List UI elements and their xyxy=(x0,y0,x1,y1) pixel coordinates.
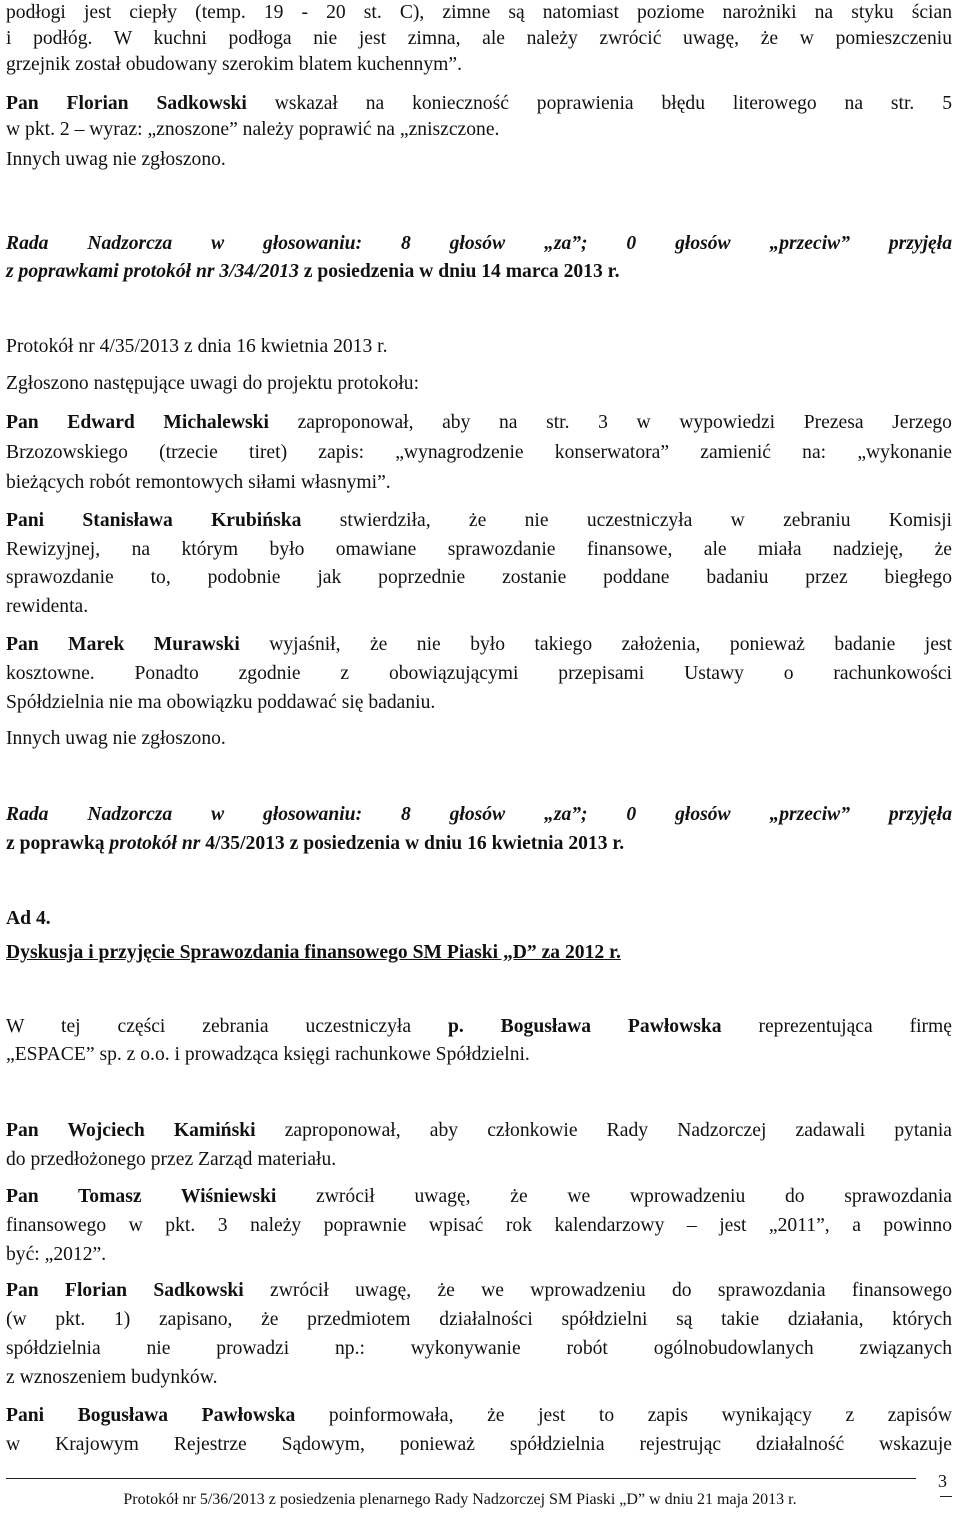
vote-span: 4/35/2013 z posiedzenia w dniu 16 kwietnia 2013 r. xyxy=(200,833,625,854)
text-line: Spółdzielnia nie ma obowiązku poddawać się badaniu. xyxy=(6,692,436,713)
vote-line: Rada Nadzorcza w głosowaniu: 8 głosów „za”; 0 głosów „przeciw” przyjęła xyxy=(6,804,952,825)
agenda-item-title: Dyskusja i przyjęcie Sprawozdania finansowego SM Piaski „D” za 2012 r. xyxy=(6,942,621,963)
text-line xyxy=(6,91,952,117)
text-line xyxy=(6,632,952,658)
text-line: bieżących robót remontowych siłami własnymi”. xyxy=(6,472,391,493)
text-line: kosztowne. Ponadto zgodnie z obowiązującymi przepisami Ustawy o rachunkowości xyxy=(6,663,952,684)
vote-span: protokół nr xyxy=(104,833,201,854)
person-name: Pani Bogusława Pawłowska xyxy=(6,1405,296,1426)
text-span: stwierdziła, że nie uczestniczyła w zebraniu Komisji xyxy=(301,510,953,531)
text-span: poinformowała, że jest to zapis wynikający z zapisów xyxy=(295,1405,952,1426)
text-line: być: „2012”. xyxy=(6,1244,107,1265)
text-line: podłogi jest ciepły (temp. 19 - 20 st. C), zimne są natomiast poziome narożniki na styku ścian xyxy=(6,2,952,23)
text-line xyxy=(6,1184,952,1210)
text-line xyxy=(6,1118,952,1144)
person-name: Pan Marek Murawski xyxy=(6,634,240,655)
no-remarks-text: Innych uwag nie zgłoszono. xyxy=(6,728,226,749)
no-remarks-text: Innych uwag nie zgłoszono. xyxy=(6,149,226,170)
text-span: zwrócił uwagę, że we wprowadzeniu do sprawozdania finansowego xyxy=(243,1280,953,1301)
text-line: z wznoszeniem budynków. xyxy=(6,1367,218,1388)
text-line: grzejnik został obudowany szerokim blatem kuchennym”. xyxy=(6,54,462,75)
text-line: spółdzielnia nie prowadzi np.: wykonywanie robót ogólnobudowlanych związanych xyxy=(6,1338,952,1359)
remarks-intro: Zgłoszono następujące uwagi do projektu protokołu: xyxy=(6,373,420,394)
text-line xyxy=(6,1403,952,1429)
person-name: Pan Florian Sadkowski xyxy=(6,1280,244,1301)
person-name: Pan Edward Michalewski xyxy=(6,412,269,433)
vote-span: z posiedzenia w dniu 14 marca 2013 r. xyxy=(298,261,620,282)
vote-span: z poprawkami protokół nr 3/34/2013 xyxy=(6,261,299,282)
text-line: rewidenta. xyxy=(6,596,89,617)
text-span: W tej części zebrania uczestniczyła xyxy=(6,1016,448,1037)
footer-text: Protokół nr 5/36/2013 z posiedzenia plenarnego Rady Nadzorczej SM Piaski „D” w dniu 21 maja 2013 r. xyxy=(123,1491,797,1508)
text-line xyxy=(6,1014,952,1040)
text-line: i podłóg. W kuchni podłoga nie jest zimna, ale należy zwrócić uwagę, że w pomieszczeniu xyxy=(6,28,952,49)
text-line xyxy=(6,410,952,436)
text-line: finansowego w pkt. 3 należy poprawnie wpisać rok kalendarzowy – jest „2011”, a powinno xyxy=(6,1215,952,1236)
vote-span: z poprawką xyxy=(6,833,105,854)
page-number: 3 xyxy=(938,1471,947,1491)
protocol-header: Protokół nr 4/35/2013 z dnia 16 kwietnia 2013 r. xyxy=(6,336,388,357)
text-line xyxy=(6,1278,952,1304)
text-line: (w pkt. 1) zapisano, że przedmiotem działalności spółdzielni są takie działania, których xyxy=(6,1309,952,1330)
text-line: w pkt. 2 – wyraz: „znoszone” należy poprawić na „zniszczone. xyxy=(6,119,500,140)
text-line: w Krajowym Rejestrze Sądowym, ponieważ spółdzielnia rejestrując działalność wskazuje xyxy=(6,1434,952,1455)
page-number-underline xyxy=(940,1496,952,1497)
vote-line xyxy=(6,259,952,285)
person-name: Pani Stanisława Krubińska xyxy=(6,510,302,531)
text-span: wskazał na konieczność poprawienia błędu literowego na str. 5 xyxy=(246,93,953,114)
footer-divider xyxy=(6,1478,916,1479)
text-span: wyjaśnił, że nie było takiego założenia, ponieważ badanie jest xyxy=(239,634,952,655)
text-span: zwrócił uwagę, że we wprowadzeniu do sprawozdania xyxy=(276,1186,952,1207)
text-line: Rewizyjnej, na którym było omawiane sprawozdanie finansowe, ale miała nadzieję, że xyxy=(6,539,952,560)
text-line: Brzozowskiego (trzecie tiret) zapis: „wynagrodzenie konserwatora” zamienić na: „wykonanie xyxy=(6,442,952,463)
vote-line: Rada Nadzorcza w głosowaniu: 8 głosów „za”; 0 głosów „przeciw” przyjęła xyxy=(6,233,952,254)
text-span: zaproponował, aby członkowie Rady Nadzorczej zadawali pytania xyxy=(255,1120,952,1141)
person-name: Pan Florian Sadkowski xyxy=(6,93,247,114)
text-line xyxy=(6,508,952,534)
text-line: sprawozdanie to, podobnie jak poprzednie zostanie poddane badaniu przez biegłego xyxy=(6,567,952,588)
agenda-item-number: Ad 4. xyxy=(6,908,51,929)
text-line: do przedłożonego przez Zarząd materiału. xyxy=(6,1149,337,1170)
vote-line xyxy=(6,831,952,857)
person-name: p. Bogusława Pawłowska xyxy=(447,1016,722,1037)
person-name: Pan Tomasz Wiśniewski xyxy=(6,1186,277,1207)
person-name: Pan Wojciech Kamiński xyxy=(6,1120,256,1141)
text-span: reprezentująca firmę xyxy=(721,1016,952,1037)
text-line: „ESPACE” sp. z o.o. i prowadząca księgi rachunkowe Spółdzielni. xyxy=(6,1044,530,1065)
text-span: zaproponował, aby na str. 3 w wypowiedzi Prezesa Jerzego xyxy=(268,412,952,433)
